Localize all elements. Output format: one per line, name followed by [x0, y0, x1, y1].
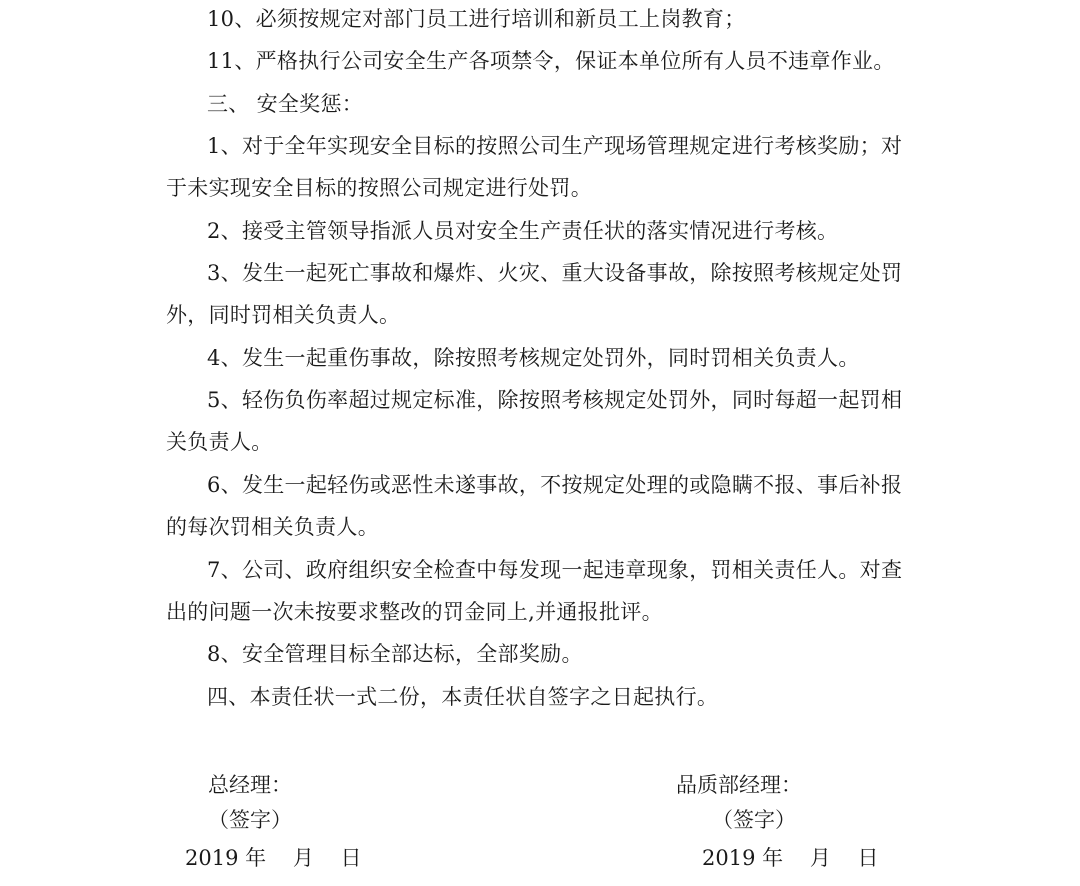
general-manager-date: 2019 年 月 日 [185, 846, 362, 870]
clause-11: 11、严格执行公司安全生产各项禁令，保证本单位所有人员不违章作业。 [207, 49, 895, 73]
reward-clause-4: 4、发生一起重伤事故，除按照考核规定处罚外，同时罚相关负责人。 [207, 346, 860, 370]
reward-clause-3-line-1: 3、发生一起死亡事故和爆炸、火灾、重大设备事故，除按照考核规定处罚 [207, 261, 903, 285]
reward-clause-7-line-1: 7、公司、政府组织安全检查中每发现一起违章现象，罚相关责任人。对查 [207, 558, 903, 582]
quality-manager-sign-label: （签字） [712, 808, 796, 832]
section-4-statement: 四、本责任状一式二份，本责任状自签字之日起执行。 [207, 685, 719, 709]
section-3-heading: 三、 安全奖惩： [207, 92, 364, 116]
reward-clause-1-line-1: 1、对于全年实现安全目标的按照公司生产现场管理规定进行考核奖励；对 [207, 134, 903, 158]
reward-clause-7-line-2: 出的问题一次未按要求整改的罚金同上,并通报批评。 [166, 600, 663, 624]
clause-10: 10、必须按规定对部门员工进行培训和新员工上岗教育； [207, 7, 746, 31]
reward-clause-1-line-2: 于未实现安全目标的按照公司规定进行处罚。 [166, 176, 592, 200]
reward-clause-6-line-2: 的每次罚相关负责人。 [166, 515, 379, 539]
quality-manager-date: 2019 年 月 日 [702, 846, 879, 870]
reward-clause-2: 2、接受主管领导指派人员对安全生产责任状的落实情况进行考核。 [207, 219, 839, 243]
reward-clause-5-line-1: 5、轻伤负伤率超过规定标准，除按照考核规定处罚外，同时每超一起罚相 [207, 388, 903, 412]
quality-manager-title: 品质部经理： [676, 773, 802, 797]
reward-clause-5-line-2: 关负责人。 [166, 430, 273, 454]
reward-clause-3-line-2: 外，同时罚相关负责人。 [166, 303, 401, 327]
general-manager-title: 总经理： [208, 773, 292, 797]
reward-clause-6-line-1: 6、发生一起轻伤或恶性未遂事故，不按规定处理的或隐瞒不报、事后补报 [207, 473, 903, 497]
general-manager-sign-label: （签字） [208, 808, 292, 832]
reward-clause-8: 8、安全管理目标全部达标，全部奖励。 [207, 642, 583, 666]
